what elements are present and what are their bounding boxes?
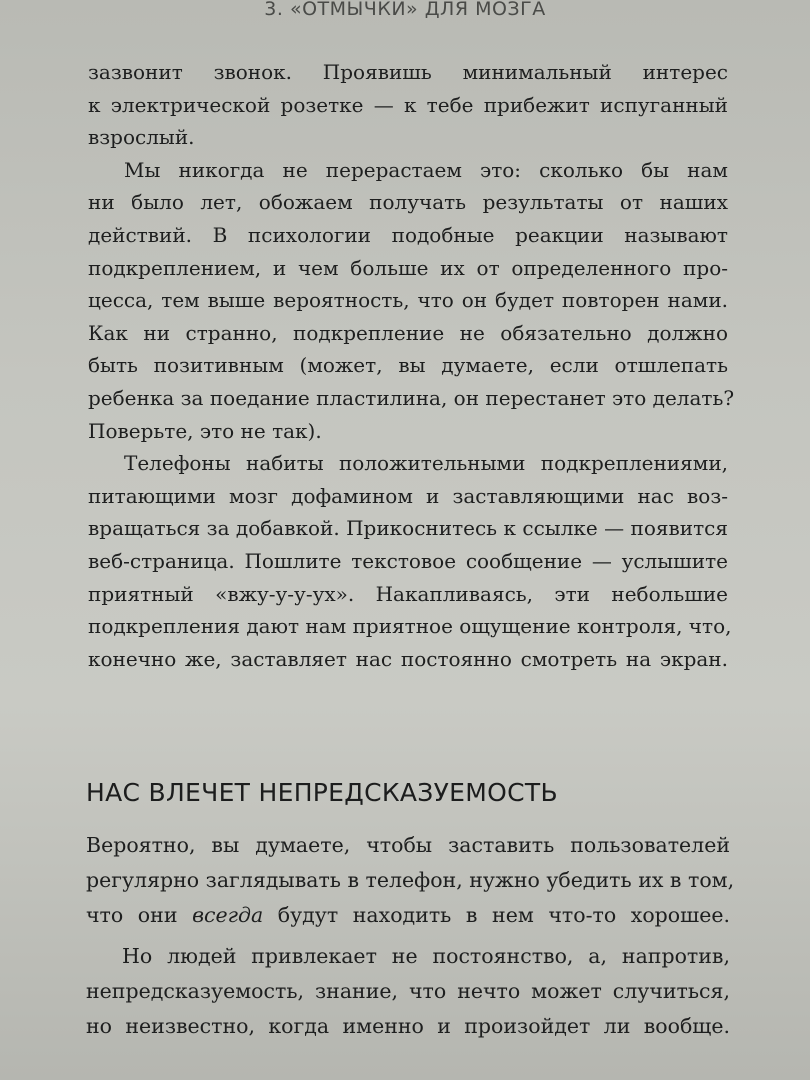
text-line: цесса, тем выше вероятность, что он будет повторен нами. (88, 288, 728, 313)
text-line: Как ни странно, подкрепление не обязательно должно (88, 320, 728, 345)
text-line: приятный «вжу-у-у-ух». Накапливаясь, эти небольшие (88, 581, 728, 606)
text-line: Вероятно, вы думаете, чтобы заставить пользователей (86, 833, 730, 857)
emphasis-word: всегда (192, 903, 264, 927)
text-line: вращаться за добавкой. Прикоснитесь к ссылке — появится (88, 516, 728, 541)
text-line: подкрепления дают нам приятное ощущение контроля, что, (88, 614, 732, 639)
running-head: 3. «ОТМЫЧКИ» ДЛЯ МОЗГА (264, 0, 546, 20)
text-line: регулярно заглядывать в телефон, нужно убедить их в том, (86, 868, 735, 892)
text-line: подкреплением, и чем больше их от определенного про- (88, 255, 728, 280)
body-text (88, 56, 735, 675)
text-line: действий. В психологии подобные реакции называют (88, 222, 728, 247)
text-line: Мы никогда не перерастаем это: сколько бы нам (124, 157, 728, 182)
text-run: будут находить в нем что-то хорошее. (263, 903, 730, 927)
text-line: непредсказуемость, знание, что нечто может случиться, (86, 979, 730, 1003)
text-line: Телефоны набиты положительными подкреплениями, (124, 451, 728, 476)
text-line: конечно же, заставляет нас постоянно смотреть на экран. (88, 646, 728, 671)
section-heading: НАС ВЛЕЧЕТ НЕПРЕДСКАЗУЕМОСТЬ (86, 778, 558, 807)
text-run: что они (86, 903, 193, 927)
section-body (86, 828, 735, 1044)
text-line: Поверьте, это не так). (88, 418, 322, 443)
text-line: ребенка за поедание пластилина, он перестанет это делать? (88, 385, 735, 410)
text-line: но неизвестно, когда именно и произойдет ли вообще. (86, 1014, 730, 1038)
text-line: питающими мозг дофамином и заставляющими нас воз- (88, 483, 728, 508)
text-line: веб-страница. Пошлите текстовое сообщение — услышите (88, 548, 728, 573)
text-line (86, 898, 730, 933)
text-line: взрослый. (88, 125, 195, 150)
text-line: к электрической розетке — к тебе прибежит испуганный (88, 92, 728, 117)
text-line: быть позитивным (может, вы думаете, если отшлепать (88, 353, 728, 378)
text-line: Но людей привлекает не постоянство, а, напротив, (122, 944, 730, 968)
text-line: зазвонит звонок. Проявишь минимальный интерес (88, 60, 728, 84)
text-line: ни было лет, обожаем получать результаты от наших (88, 190, 728, 215)
